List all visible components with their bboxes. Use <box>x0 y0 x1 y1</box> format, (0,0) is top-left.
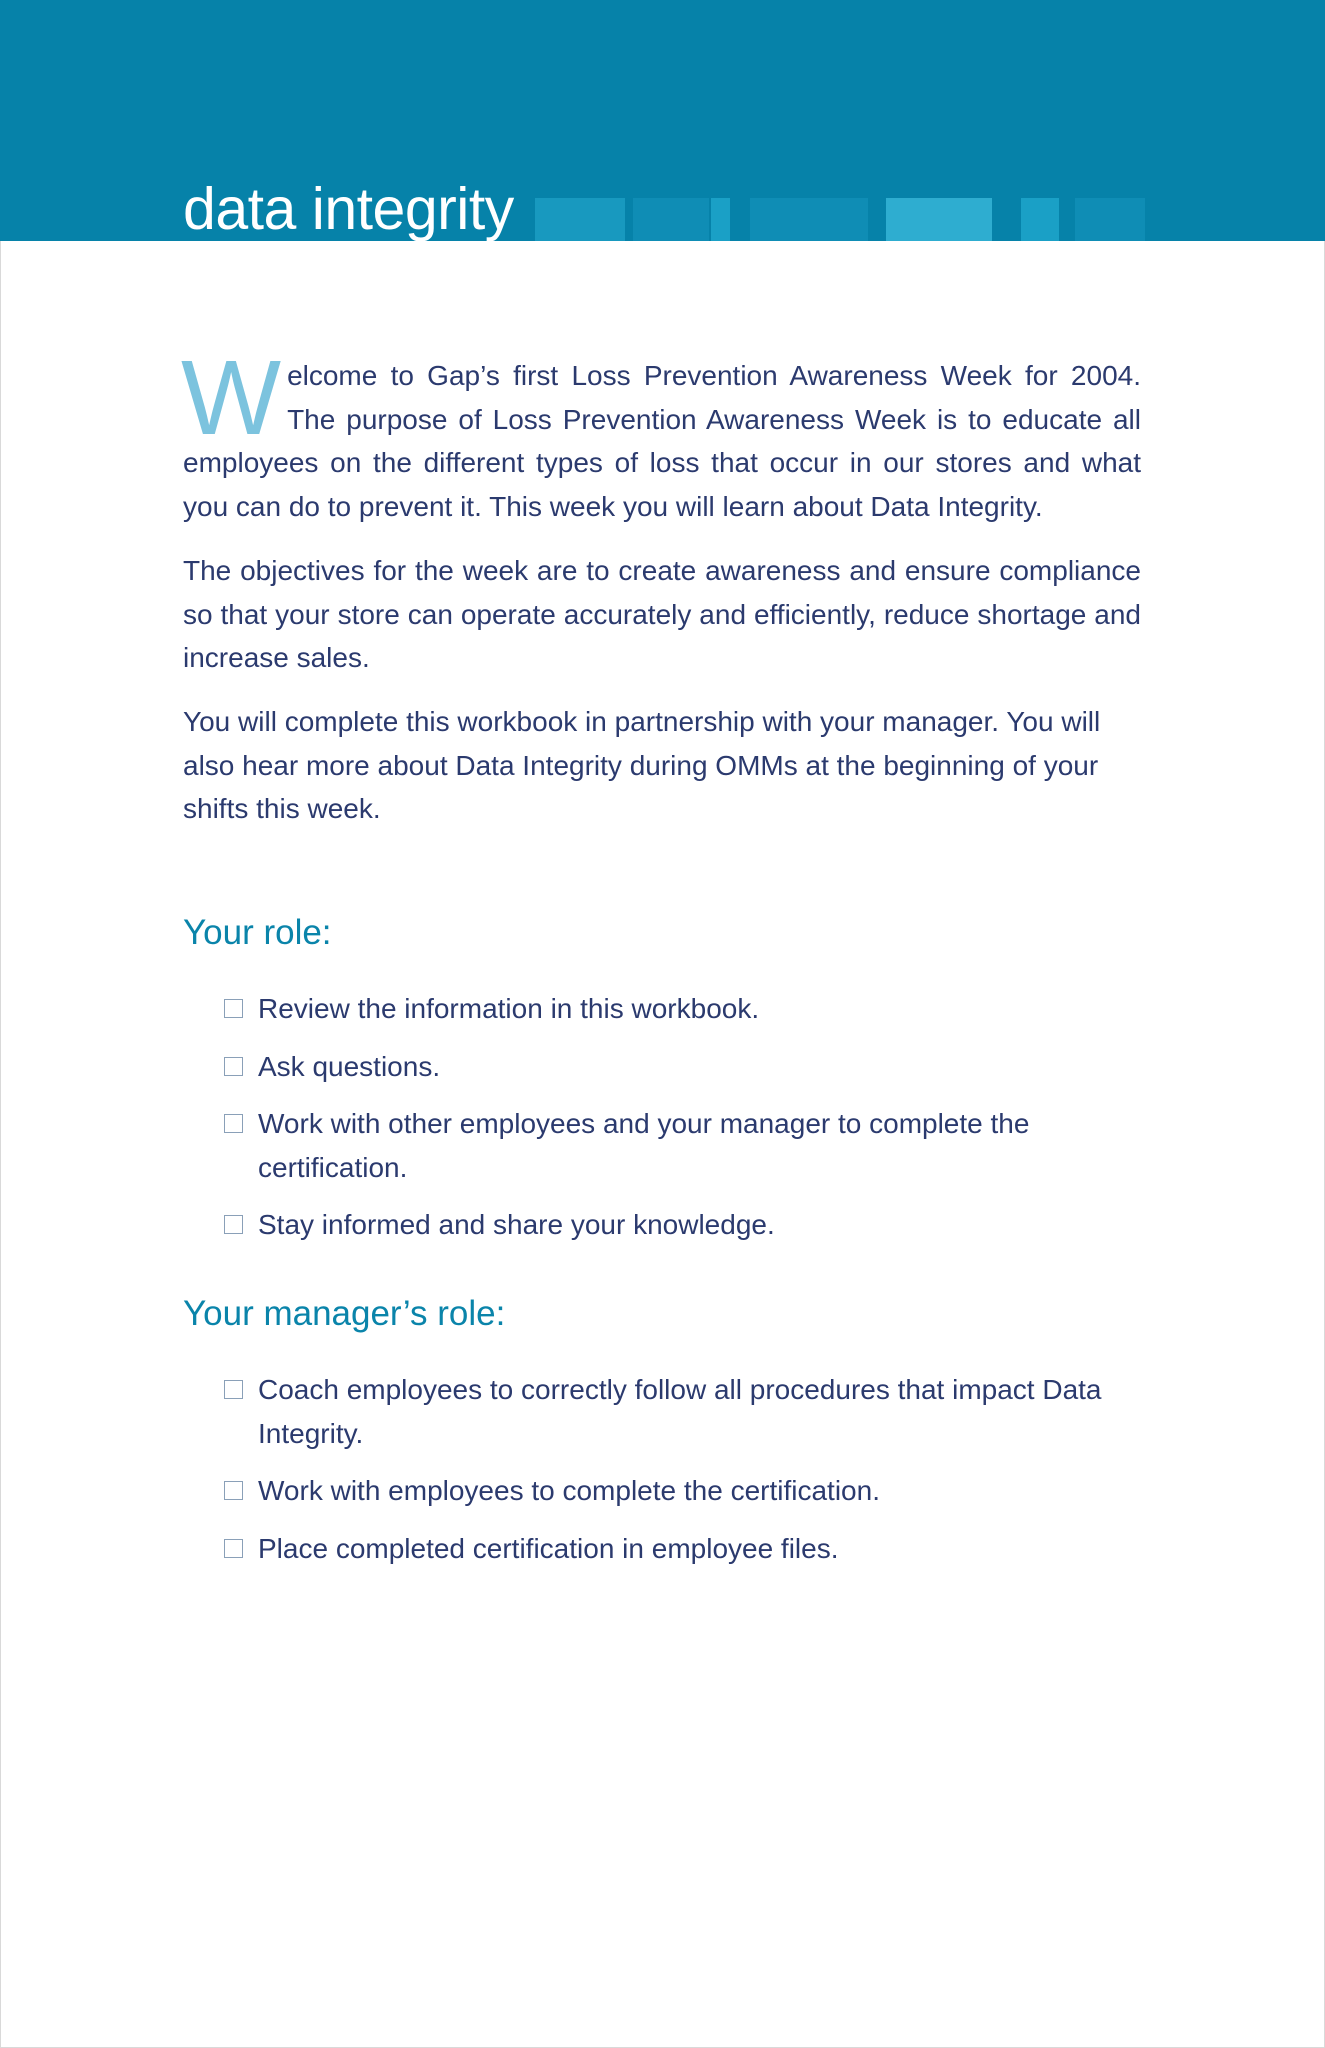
checklist-item-text: Work with employees to complete the certification. <box>258 1475 880 1506</box>
header-banner <box>0 0 1325 241</box>
checkbox-icon[interactable] <box>224 1057 243 1076</box>
checklist-item-text: Coach employees to correctly follow all procedures that impact Data Integrity. <box>258 1374 1102 1449</box>
checklist-item-text: Ask questions. <box>258 1050 441 1082</box>
header-decor-block <box>1021 198 1059 241</box>
intro-paragraph-2: The objectives for the week are to create awareness and ensure compliance so that your store can operate accurately and efficiently, reduce shortage and increase sales. <box>183 555 1141 673</box>
your-role-checklist <box>224 987 1124 1261</box>
manager-role-heading: Your manager’s role: <box>183 1294 506 1333</box>
intro-paragraph-3: You will complete this workbook in partnership with your manager. You will also hear more about Data Integrity during OMMs at the beginning of your shifts this week. <box>183 706 1101 824</box>
checklist-item <box>224 1203 1124 1247</box>
page-title: data integrity <box>183 176 514 242</box>
checkbox-icon[interactable] <box>224 1215 243 1234</box>
checklist-item-text: Work with other employees and your manager to complete the certification. <box>258 1108 1030 1183</box>
checklist-item <box>224 1469 1124 1513</box>
header-decor-block <box>750 198 868 241</box>
header-decor-block <box>886 198 992 241</box>
checklist-item-text: Stay informed and share your knowledge. <box>258 1209 775 1240</box>
checklist-item <box>224 1045 1124 1089</box>
drop-cap: W <box>181 339 282 457</box>
checkbox-icon[interactable] <box>224 1481 243 1500</box>
your-role-heading: Your role: <box>183 913 332 952</box>
checkbox-icon[interactable] <box>224 1539 243 1558</box>
checkbox-icon[interactable] <box>224 1380 243 1399</box>
checklist-item-text: Review the information in this workbook. <box>258 993 760 1024</box>
header-decor-block <box>535 198 625 241</box>
intro-paragraph-1 <box>181 339 1141 528</box>
manager-role-checklist <box>224 1368 1124 1584</box>
header-decor-block <box>1075 198 1145 241</box>
checklist-item <box>224 987 1124 1031</box>
checklist-item-text: Place completed certification in employee files. <box>258 1532 839 1564</box>
checklist-item <box>224 1527 1124 1571</box>
header-decor-block <box>633 198 709 241</box>
intro-paragraph-1-text: elcome to Gap’s first Loss Prevention Awareness Week for 2004. The purpose of Loss Prevention Awareness Week is to educate all employees on the different types of loss that occur in our stores and what you can do to prevent it. This week you will learn about Data Integrity. <box>183 360 1141 522</box>
header-decor-block <box>711 198 730 241</box>
checkbox-icon[interactable] <box>224 1114 243 1133</box>
checklist-item <box>224 1102 1038 1189</box>
checkbox-icon[interactable] <box>224 999 243 1018</box>
checklist-item <box>224 1368 1118 1455</box>
